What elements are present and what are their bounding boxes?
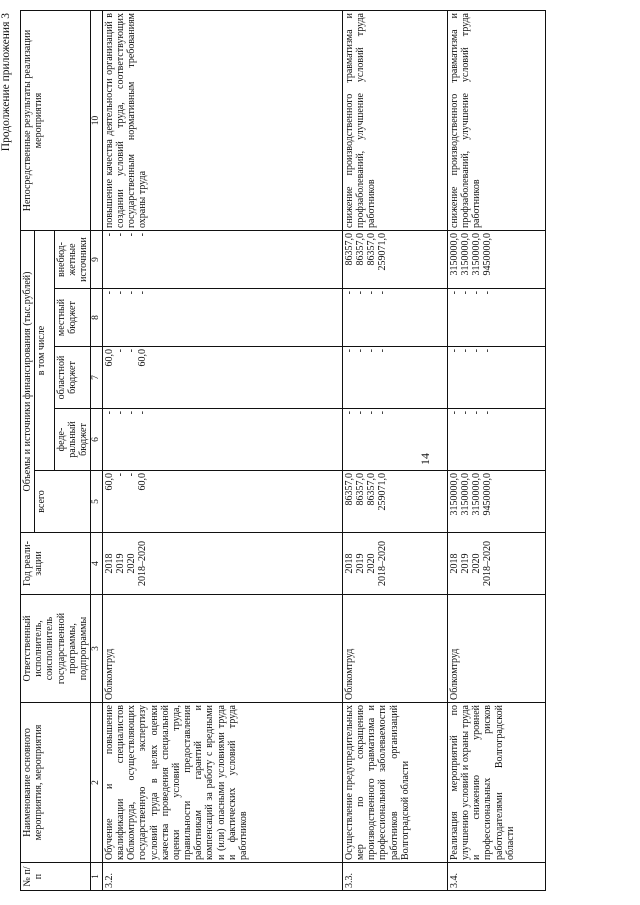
row-number: 3.3. [342,863,447,891]
local-amount: - - - - [342,289,447,347]
total-amount: 86357,0 86357,0 86357,0 259071,0 [342,471,447,533]
extrabudgetary-amount: 86357,0 86357,0 86357,0 259071,0 [342,231,447,289]
total-amount: 60,0 - - 60,0 [102,471,342,533]
federal-amount: - - - - [447,409,545,471]
table-row [447,11,545,891]
table-row [342,11,447,891]
column-number: 2 [91,703,103,863]
measure-name: Реализация мероприятий по улучшению условий и охраны труда и снижению уровней профессиональных рисков работодателями Волгоградской области [447,703,545,863]
executor: Облкомтруд [102,595,342,703]
header-extrabudgetary: внебюд-жетные источники [54,231,91,289]
row-number: 3.2. [102,863,342,891]
federal-amount: - - - - [342,409,447,471]
regional-amount: - - - - [447,347,545,409]
result-text: снижение производственного травматизма и профзаболеваний, улучшение условий труда работников [447,11,545,231]
row-number: 3.4. [447,863,545,891]
column-number-row [91,11,103,891]
result-text: повышение качества деятельности организаций в создании условий труда, соответствующих государственным нормативным требованиям охраны труда [102,11,342,231]
years: 2018 2019 2020 2018–2020 [447,533,545,595]
measure-name: Осуществление предупредительных мер по сокращению производственного травматизма и профессиональной заболеваемости работников организаций Волгоградской области [342,703,447,863]
header-federal-budget: феде-ральный бюджет [54,409,91,471]
page-number: 14 [418,453,432,465]
executor: Облкомтруд [447,595,545,703]
column-number: 6 [91,409,103,471]
header-executor: Ответственный исполнитель, соисполнитель государственной программы, подпрограммы [21,595,91,703]
result-text: снижение производственного травматизма и профзаболеваний, улучшение условий труда работников [342,11,447,231]
program-measures-table [20,10,546,891]
header-total: всего [35,471,91,533]
header-including: в том числе [35,231,54,471]
local-amount: - - - - [447,289,545,347]
years: 2018 2019 2020 2018–2020 [342,533,447,595]
column-number: 3 [91,595,103,703]
column-number: 1 [91,863,103,891]
years: 2018 2019 2020 2018–2020 [102,533,342,595]
column-number: 8 [91,289,103,347]
header-regional-budget: областной бюджет [54,347,91,409]
column-number: 7 [91,347,103,409]
header-results: Непосредственные результаты реализации мероприятия [21,11,91,231]
column-number: 9 [91,231,103,289]
header-year: Год реали-зации [21,533,91,595]
federal-amount: - - - - [102,409,342,471]
total-amount: 3150000,0 3150000,0 3150000,0 9450000,0 [447,471,545,533]
column-number: 5 [91,471,103,533]
executor: Облкомтруд [342,595,447,703]
header-number: № п/п [21,863,91,891]
local-amount: - - - - [102,289,342,347]
continuation-label: Продолжение приложения 3 [0,13,12,152]
extrabudgetary-amount: 3150000,0 3150000,0 3150000,0 9450000,0 [447,231,545,289]
regional-amount: 60,0 - - 60,0 [102,347,342,409]
column-number: 10 [91,11,103,231]
measure-name: Обучение и повышение квалификации специалистов Облкомтруда, осуществляющих государственную экспертизу условий труда в целях оценки качества проведения специальной оценки условий труда, правильности предоставления работникам гарантий и компенсаций за работу с вредными и (или) опасными условиями труда и фактических условий труда работников [102,703,342,863]
regional-amount: - - - - [342,347,447,409]
header-local-budget: местный бюджет [54,289,91,347]
header-funding: Объемы и источники финансирования (тыс.рублей) [21,231,35,533]
extrabudgetary-amount: - - - - [102,231,342,289]
column-number: 4 [91,533,103,595]
table-row [102,11,342,891]
header-measure-name: Наименование основного мероприятия, мероприятия [21,703,91,863]
